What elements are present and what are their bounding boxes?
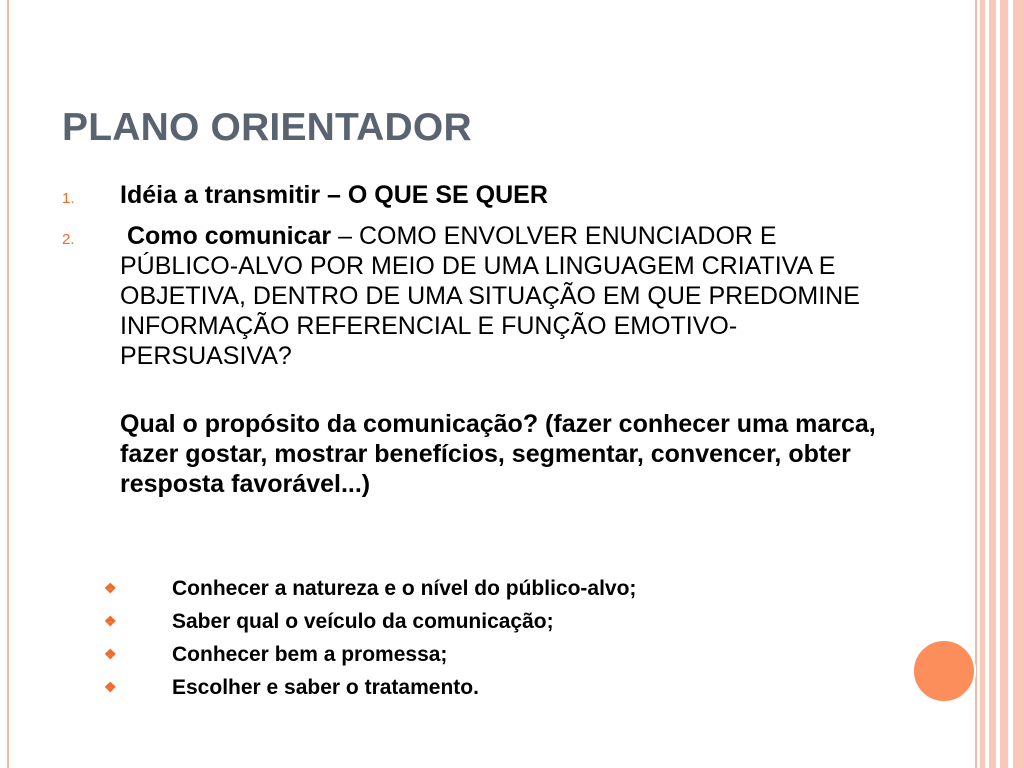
item-body: – COMO ENVOLVER ENUNCIADOR E PÚBLICO-ALVO POR MEIO DE UMA LINGUAGEM CRIATIVA E OBJETIVA, DENTRO DE UMA SITUAÇÃO EM QUE PREDOMINE INFORMAÇÃO REFERENCIAL E FUNÇÃO EMOTIVO-PERSUASIVA? xyxy=(120,222,860,370)
decor-stripe xyxy=(980,0,985,768)
bullet-text: Saber qual o veículo da comunicação; xyxy=(172,610,554,633)
decor-stripe xyxy=(1013,0,1024,768)
diamond-bullet-icon: ❖ xyxy=(104,679,117,695)
diamond-bullet-icon: ❖ xyxy=(104,613,117,629)
item-text: Idéia a transmitir – O QUE SE QUER xyxy=(120,181,548,209)
decor-circle xyxy=(912,639,976,703)
item-number: 1. xyxy=(62,190,75,207)
decor-stripe xyxy=(989,0,996,768)
purpose-paragraph: Qual o propósito da comunicação? (fazer conhecer uma marca, fazer gostar, mostrar benefícios, segmentar, convencer, obter resposta favorável...) xyxy=(120,410,876,498)
item-lead: Como comunicar xyxy=(126,222,332,250)
item-number: 2. xyxy=(62,231,75,248)
diamond-bullet-icon: ❖ xyxy=(104,646,117,662)
decor-stripe xyxy=(1000,0,1008,768)
bullet-text: Conhecer a natureza e o nível do público-alvo; xyxy=(172,577,637,600)
bullet-text: Escolher e saber o tratamento. xyxy=(172,676,479,699)
bullet-text: Conhecer bem a promessa; xyxy=(172,643,448,666)
diamond-bullet-icon: ❖ xyxy=(104,580,117,596)
item-text xyxy=(120,221,880,371)
slide-title: PLANO ORIENTADOR xyxy=(62,106,472,149)
